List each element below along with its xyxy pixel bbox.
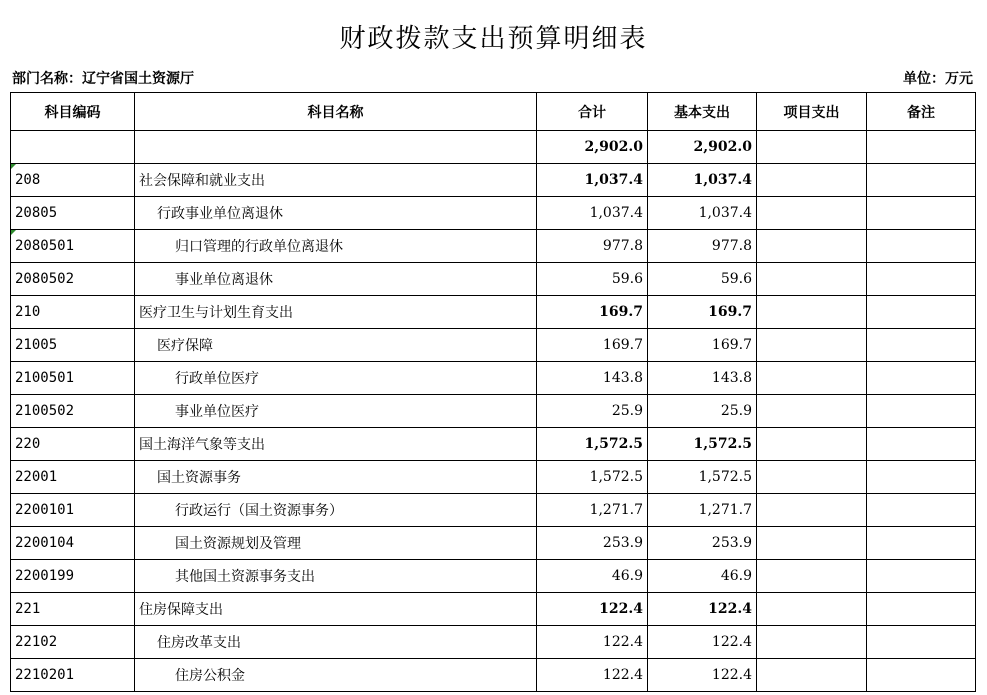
cell-basic: 1,037.4 (648, 164, 757, 197)
cell-note (867, 494, 976, 527)
cell-total: 46.9 (537, 560, 648, 593)
cell-total: 169.7 (537, 329, 648, 362)
cell-code: 2210201 (11, 659, 135, 692)
cell-code: 22001 (11, 461, 135, 494)
total-row (11, 131, 976, 164)
cell-name: 国土资源事务 (135, 461, 537, 494)
cell-project (757, 230, 867, 263)
cell-basic: 1,572.5 (648, 461, 757, 494)
table-row (11, 164, 976, 197)
cell-name: 国土海洋气象等支出 (135, 428, 537, 461)
cell-name: 归口管理的行政单位离退休 (135, 230, 537, 263)
cell-basic: 977.8 (648, 230, 757, 263)
cell-note (867, 131, 976, 164)
cell-code: 2200199 (11, 560, 135, 593)
cell-note (867, 230, 976, 263)
cell-name: 事业单位医疗 (135, 395, 537, 428)
table-row (11, 461, 976, 494)
cell-basic: 122.4 (648, 593, 757, 626)
cell-note (867, 362, 976, 395)
cell-code: 2100502 (11, 395, 135, 428)
cell-basic: 143.8 (648, 362, 757, 395)
cell-code: 2100501 (11, 362, 135, 395)
cell-total: 122.4 (537, 626, 648, 659)
cell-total: 1,572.5 (537, 428, 648, 461)
cell-name (135, 131, 537, 164)
cell-project (757, 263, 867, 296)
cell-project (757, 428, 867, 461)
cell-code (11, 131, 135, 164)
cell-name: 行政运行（国土资源事务） (135, 494, 537, 527)
cell-basic: 169.7 (648, 296, 757, 329)
cell-basic: 25.9 (648, 395, 757, 428)
department-label: 部门名称：辽宁省国土资源厅 (12, 71, 194, 87)
cell-name: 国土资源规划及管理 (135, 527, 537, 560)
cell-total: 253.9 (537, 527, 648, 560)
table-row (11, 494, 976, 527)
cell-project (757, 560, 867, 593)
cell-name: 住房保障支出 (135, 593, 537, 626)
unit-label: 单位：万元 (903, 71, 973, 87)
table-row (11, 197, 976, 230)
cell-basic: 1,572.5 (648, 428, 757, 461)
cell-project (757, 362, 867, 395)
cell-note (867, 626, 976, 659)
cell-note (867, 263, 976, 296)
column-header-total: 合计 (537, 93, 648, 131)
cell-basic: 169.7 (648, 329, 757, 362)
cell-name: 其他国土资源事务支出 (135, 560, 537, 593)
cell-project (757, 593, 867, 626)
cell-project (757, 197, 867, 230)
table-row (11, 626, 976, 659)
table-row (11, 230, 976, 263)
cell-note (867, 164, 976, 197)
table-row (11, 560, 976, 593)
cell-code: 210 (11, 296, 135, 329)
cell-name: 住房改革支出 (135, 626, 537, 659)
table-row (11, 593, 976, 626)
table-row (11, 428, 976, 461)
cell-note (867, 395, 976, 428)
cell-total: 1,271.7 (537, 494, 648, 527)
column-header-note: 备注 (867, 93, 976, 131)
cell-note (867, 659, 976, 692)
cell-project (757, 626, 867, 659)
table-row (11, 362, 976, 395)
cell-code: 2200104 (11, 527, 135, 560)
cell-total: 977.8 (537, 230, 648, 263)
cell-note (867, 527, 976, 560)
table-row (11, 296, 976, 329)
cell-basic: 2,902.0 (648, 131, 757, 164)
cell-total: 1,572.5 (537, 461, 648, 494)
cell-code: 22102 (11, 626, 135, 659)
cell-total: 59.6 (537, 263, 648, 296)
cell-total: 25.9 (537, 395, 648, 428)
cell-project (757, 494, 867, 527)
cell-note (867, 428, 976, 461)
table-row (11, 329, 976, 362)
cell-basic: 59.6 (648, 263, 757, 296)
header-row (11, 93, 976, 131)
cell-project (757, 461, 867, 494)
cell-name: 行政单位医疗 (135, 362, 537, 395)
cell-name: 医疗卫生与计划生育支出 (135, 296, 537, 329)
cell-note (867, 560, 976, 593)
column-header-basic: 基本支出 (648, 93, 757, 131)
cell-total: 122.4 (537, 659, 648, 692)
column-header-name: 科目名称 (135, 93, 537, 131)
cell-basic: 253.9 (648, 527, 757, 560)
table-row (11, 659, 976, 692)
cell-project (757, 131, 867, 164)
cell-code: 220 (11, 428, 135, 461)
budget-table (10, 92, 976, 692)
cell-total: 1,037.4 (537, 164, 648, 197)
cell-basic: 122.4 (648, 626, 757, 659)
cell-code: 208 (11, 164, 135, 197)
cell-note (867, 593, 976, 626)
page-title: 财政拨款支出预算明细表 (339, 24, 648, 54)
cell-name: 社会保障和就业支出 (135, 164, 537, 197)
cell-basic: 1,037.4 (648, 197, 757, 230)
table-row (11, 395, 976, 428)
cell-code: 2080501 (11, 230, 135, 263)
cell-project (757, 395, 867, 428)
cell-total: 1,037.4 (537, 197, 648, 230)
cell-code: 21005 (11, 329, 135, 362)
cell-name: 医疗保障 (135, 329, 537, 362)
cell-name: 事业单位离退休 (135, 263, 537, 296)
cell-project (757, 527, 867, 560)
cell-project (757, 164, 867, 197)
table-row (11, 263, 976, 296)
cell-basic: 122.4 (648, 659, 757, 692)
cell-note (867, 461, 976, 494)
cell-project (757, 296, 867, 329)
column-header-code: 科目编码 (11, 93, 135, 131)
cell-total: 143.8 (537, 362, 648, 395)
cell-note (867, 296, 976, 329)
cell-total: 2,902.0 (537, 131, 648, 164)
cell-code: 20805 (11, 197, 135, 230)
cell-project (757, 659, 867, 692)
cell-total: 169.7 (537, 296, 648, 329)
cell-project (757, 329, 867, 362)
cell-code: 221 (11, 593, 135, 626)
cell-note (867, 197, 976, 230)
cell-note (867, 329, 976, 362)
cell-code: 2200101 (11, 494, 135, 527)
cell-name: 行政事业单位离退休 (135, 197, 537, 230)
cell-code: 2080502 (11, 263, 135, 296)
cell-total: 122.4 (537, 593, 648, 626)
cell-basic: 1,271.7 (648, 494, 757, 527)
cell-name: 住房公积金 (135, 659, 537, 692)
cell-basic: 46.9 (648, 560, 757, 593)
table-row (11, 527, 976, 560)
column-header-project: 项目支出 (757, 93, 867, 131)
